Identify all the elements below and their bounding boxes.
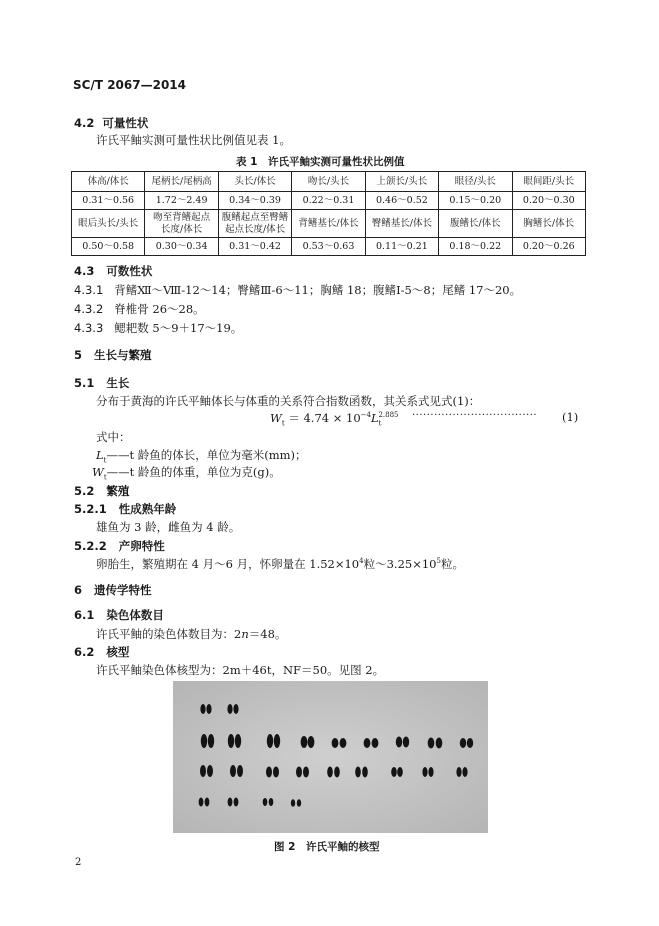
section-5-2-2-text: 卵胎生，繁殖期在 4 月～6 月，怀卵量在 $1.52\times 10^4$粒$\sim 3.25\times 10^5$粒。 (96, 557, 464, 571)
section-number: 4.3.2 (74, 302, 104, 316)
table-value-cell: 0.11～0.21 (365, 238, 438, 256)
section-5-2-heading (74, 483, 129, 499)
section-6-1-text: 许氏平鲉的染色体数目为：2n＝48。 (96, 627, 287, 641)
table-header-cell: 上颌长/头长 (365, 172, 438, 192)
section-title: 可量性状 (102, 116, 149, 130)
table-header-cell: 眼后头长/头长 (72, 210, 145, 238)
section-title: 核型 (106, 645, 130, 659)
section-5-2-1-heading (74, 501, 176, 517)
table-header-cell: 头长/体长 (218, 172, 291, 192)
table-value-cell: 0.15～0.20 (439, 192, 512, 210)
section-number: 5.2.2 (74, 539, 107, 553)
karyotype-image (173, 681, 488, 833)
section-4-3-heading (74, 263, 152, 279)
table-row (72, 238, 586, 256)
table-header-cell: 眼间距/头长 (512, 172, 585, 192)
equation-number: (1) (562, 410, 579, 424)
table-value-cell: 0.34～0.39 (218, 192, 291, 210)
table-value-cell: 0.53～0.63 (292, 238, 365, 256)
section-4-3-1 (74, 282, 521, 298)
section-4-2-heading (74, 115, 148, 131)
table-row (72, 172, 586, 192)
table-1 (71, 171, 586, 256)
section-title: 遗传学特性 (94, 583, 152, 597)
section-title: 生长 (106, 376, 130, 390)
section-text: 背鳍Ⅻ～Ⅷ-12～14；臀鳍Ⅲ-6～11；胸鳍 18；腹鳍Ⅰ-5～8；尾鳍 17～20。 (114, 283, 522, 297)
table-header-cell: 臀鳍基长/体长 (365, 210, 438, 238)
section-number: 5.1 (74, 376, 95, 390)
definition-wt: $W_t——t$ 龄鱼的体重，单位为克(g)。 (92, 465, 281, 482)
section-text: 鳃耙数 5～9＋17～19。 (114, 321, 243, 335)
section-5-1-heading (74, 375, 129, 391)
section-title: 产卵特性 (118, 539, 165, 553)
table-row (72, 210, 586, 238)
section-title: 生长与繁殖 (94, 348, 152, 362)
standard-number: SC/T 2067—2014 (73, 78, 186, 92)
section-6-2-text: 许氏平鲉染色体核型为：2m＋46t，NF＝50。见图 2。 (96, 663, 385, 677)
table-header-cell: 体高/体长 (72, 172, 145, 192)
table-row (72, 192, 586, 210)
section-5-2-1-text: 雄鱼为 3 龄，雌鱼为 4 龄。 (96, 520, 241, 534)
table-header-cell: 吻至背鳍起点 长度/体长 (145, 210, 218, 238)
section-4-2-text: 许氏平鲉实测可量性状比例值见表 1。 (96, 133, 291, 147)
table-header-cell: 眼径/头长 (439, 172, 512, 192)
table-value-cell: 0.18～0.22 (439, 238, 512, 256)
section-6-heading (74, 582, 152, 598)
table-value-cell: 1.72～2.49 (145, 192, 218, 210)
where-label: 式中： (96, 430, 131, 444)
section-number: 5.2.1 (74, 502, 107, 516)
table-header-cell: 尾柄长/尾柄高 (145, 172, 218, 192)
table-value-cell: 0.46～0.52 (365, 192, 438, 210)
equation-coefficient: ＝ 4.74 × 10 (288, 411, 361, 425)
section-number: 5.2 (74, 484, 95, 498)
equation-1: $W_t = 4.74 \times 10^{-4}L_t^{2.885}$ (270, 411, 399, 428)
page-number: 2 (75, 857, 82, 868)
karyotype-photo (173, 681, 488, 833)
section-title: 繁殖 (106, 484, 130, 498)
table-value-cell: 0.22～0.31 (292, 192, 365, 210)
section-number: 4.3 (74, 264, 95, 278)
table-value-cell: 0.31～0.42 (218, 238, 291, 256)
section-title: 可数性状 (106, 264, 153, 278)
table-1-caption: 表 1 许氏平鲉实测可量性状比例值 (236, 156, 405, 168)
equation-symbol: W (270, 411, 282, 425)
section-5-2-2-heading (74, 538, 165, 554)
section-5-heading (74, 347, 152, 363)
section-6-2-heading (74, 644, 129, 660)
section-4-3-3 (74, 320, 242, 336)
section-number: 5 (74, 348, 83, 362)
table-header-cell: 腹鳍长/体长 (439, 210, 512, 238)
section-4-3-2 (74, 301, 205, 317)
section-number: 6 (74, 583, 83, 597)
section-number: 4.2 (74, 116, 95, 130)
table-header-cell: 背鳍基长/体长 (292, 210, 365, 238)
equation-leader-dots: ·································· (412, 410, 538, 421)
table-value-cell: 0.50～0.58 (72, 238, 145, 256)
section-number: 4.3.3 (74, 321, 104, 335)
section-5-1-text: 分布于黄海的许氏平鲉体长与体重的关系符合指数函数，其关系式见式(1)： (96, 394, 481, 408)
section-6-1-heading (74, 607, 164, 623)
table-value-cell: 0.30～0.34 (145, 238, 218, 256)
table-value-cell: 0.31～0.56 (72, 192, 145, 210)
section-number: 6.2 (74, 645, 95, 659)
table-header-cell: 吻长/头长 (292, 172, 365, 192)
figure-2-caption: 图 2 许氏平鲉的核型 (274, 841, 380, 853)
section-number: 4.3.1 (74, 283, 104, 297)
section-number: 6.1 (74, 608, 95, 622)
table-header-cell: 胸鳍长/体长 (512, 210, 585, 238)
section-text: 脊椎骨 26～28。 (114, 302, 205, 316)
table-value-cell: 0.20～0.26 (512, 238, 585, 256)
section-title: 染色体数目 (106, 608, 164, 622)
definition-lt: $L_t——t$ 龄鱼的体长，单位为毫米(mm)； (96, 448, 307, 465)
table-header-cell: 腹鳍起点至臀鳍 起点长度/体长 (218, 210, 291, 238)
section-title: 性成熟年龄 (118, 502, 177, 516)
table-value-cell: 0.20～0.30 (512, 192, 585, 210)
